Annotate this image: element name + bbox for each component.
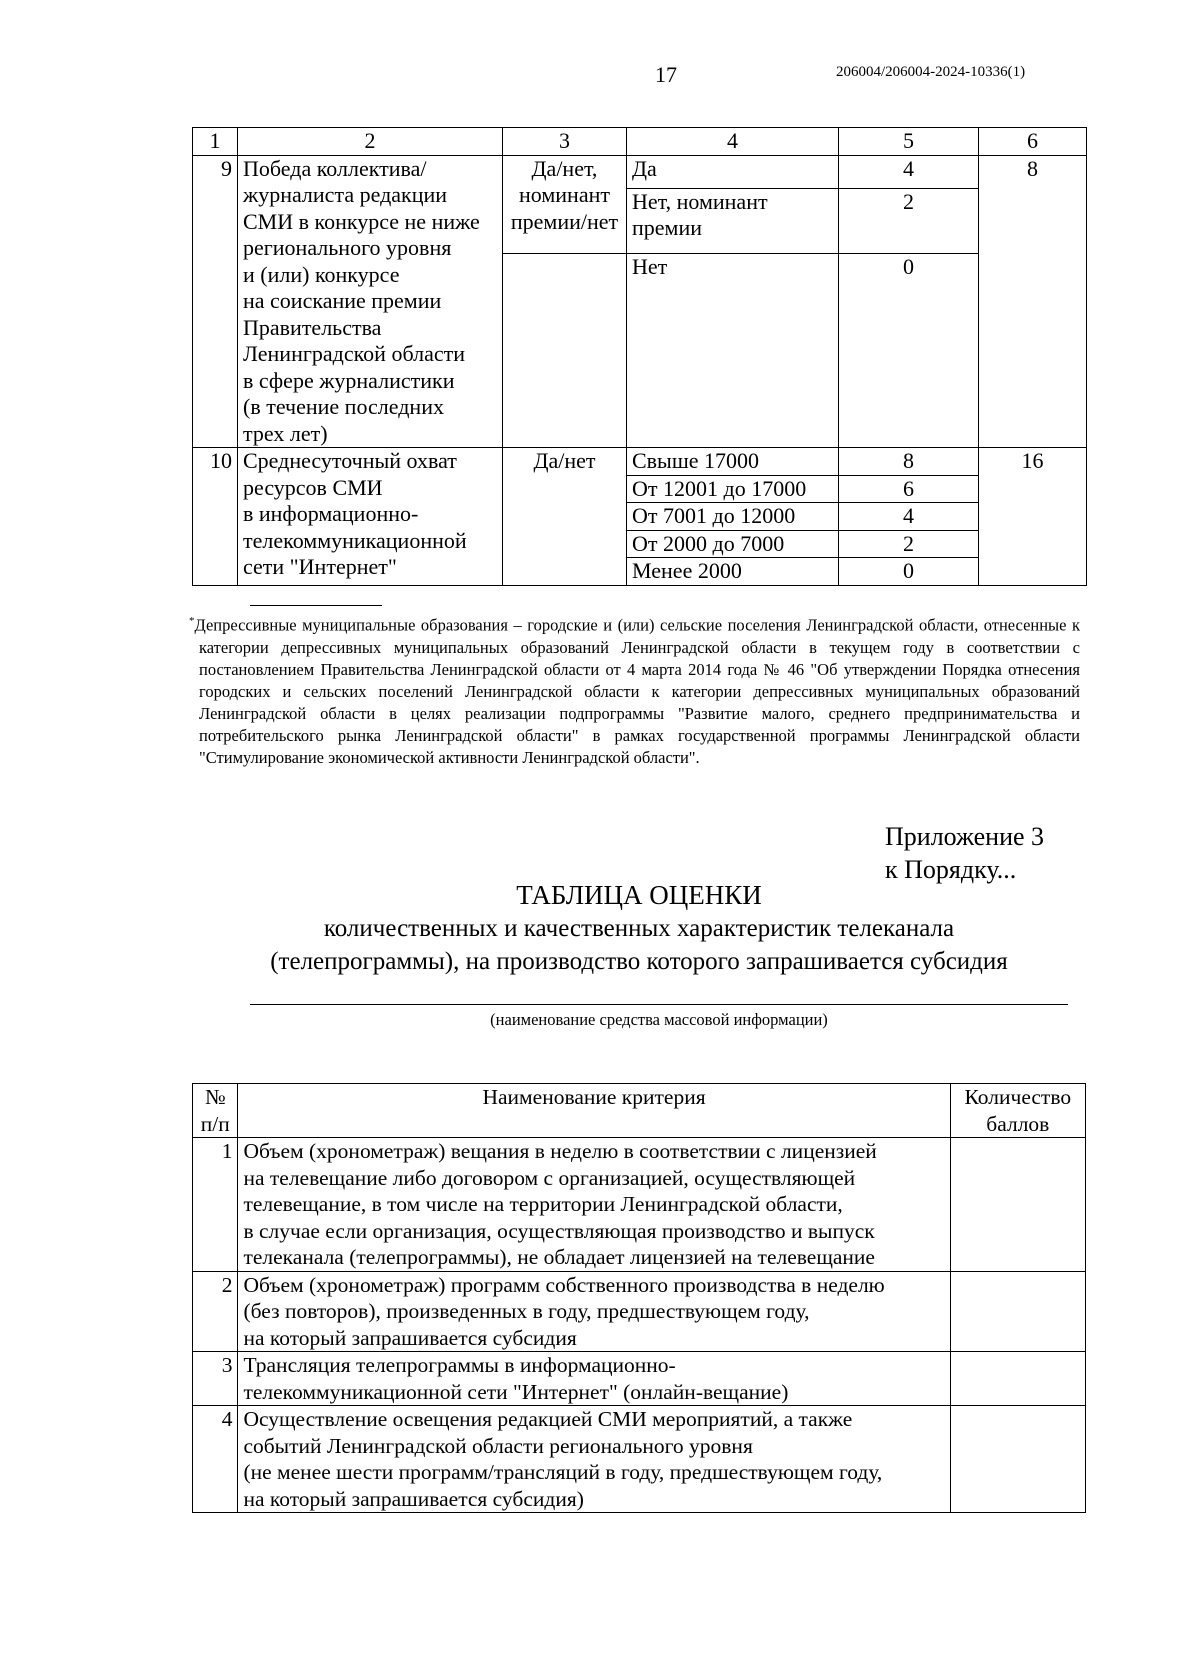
row-number: 4 bbox=[193, 1406, 238, 1513]
column-number: 3 bbox=[503, 128, 627, 156]
media-name-blank-line bbox=[250, 1004, 1068, 1005]
option-points: 6 bbox=[839, 475, 979, 503]
page-number: 17 bbox=[655, 62, 677, 87]
option-label: От 2000 до 7000 bbox=[627, 530, 839, 558]
option-label: Нет, номинант премии bbox=[627, 188, 839, 253]
table-row bbox=[193, 1138, 1086, 1272]
option-points: 4 bbox=[839, 503, 979, 531]
answer-type-continuation bbox=[503, 254, 627, 448]
footnote-divider bbox=[250, 605, 382, 606]
appendix-line: Приложение 3 bbox=[885, 822, 1045, 851]
option-points: 2 bbox=[839, 188, 979, 253]
subtitle-line: количественных и качественных характеристик телеканала bbox=[323, 915, 955, 942]
option-points: 4 bbox=[839, 155, 979, 188]
column-number: 5 bbox=[839, 128, 979, 156]
column-number: 6 bbox=[979, 128, 1087, 156]
points-cell bbox=[950, 1138, 1085, 1272]
points-cell bbox=[950, 1406, 1085, 1513]
appendix-line: к Порядку... bbox=[885, 855, 1017, 884]
column-number: 2 bbox=[238, 128, 503, 156]
footnote-text: Депрессивные муниципальные образования – городские и (или) сельские поселения Ленинградской области, отнесенные к категории депрессивных муниципальных образований Ленинградской области в текущем году в соответствии с постановлением Правительства Ленинградской области от 4 марта 2014 года № 46 "Об утверждении Порядка отнесения городских и сельских поселений Ленинградской области к категории депрессивных муниципальных образований Ленинградской области в целях реализации подпрограммы "Развитие малого, среднего предпринимательства и потребительского рынка Ленинградской области" в рамках государственной программы Ленинградской области "Стимулирование экономической активности Ленинградской области". bbox=[194, 615, 1080, 767]
answer-type: Да/нет bbox=[503, 448, 627, 586]
criterion-text: Трансляция телепрограммы в информационно- телекоммуникационной сети "Интернет" (онлайн-вещание) bbox=[238, 1352, 950, 1406]
option-label: От 12001 до 17000 bbox=[627, 475, 839, 503]
option-points: 8 bbox=[839, 448, 979, 476]
subtitle-line: (телепрограммы), на производство которого запрашивается субсидия bbox=[270, 948, 1008, 975]
criterion-text: Среднесуточный охват ресурсов СМИ в информационно- телекоммуникационной сети "Интернет" bbox=[238, 448, 503, 586]
criteria-table-continued bbox=[192, 127, 1087, 586]
table-row bbox=[193, 448, 1087, 476]
max-points: 16 bbox=[979, 448, 1087, 586]
criterion-text: Победа коллектива/ журналиста редакции СМИ в конкурсе не ниже регионального уровня и (или) конкурсе на соискание премии Правительства Ленинградской области в сфере журналистики (в течение последних трех лет) bbox=[238, 155, 503, 448]
header-criterion: Наименование критерия bbox=[238, 1084, 950, 1138]
document-id: 206004/206004-2024-10336(1) bbox=[836, 64, 1026, 80]
option-label: Да bbox=[627, 155, 839, 188]
criterion-text: Осуществление освещения редакцией СМИ мероприятий, а также событий Ленинградской области регионального уровня (не менее шести программ/трансляций в году, предшествующем году, на который запрашивается субсидия) bbox=[238, 1406, 950, 1513]
option-points: 0 bbox=[839, 254, 979, 448]
answer-type: Да/нет, номинант премии/нет bbox=[503, 155, 627, 254]
max-points: 8 bbox=[979, 155, 1087, 448]
row-number: 1 bbox=[193, 1138, 238, 1272]
evaluation-table bbox=[192, 1083, 1086, 1513]
row-number: 9 bbox=[193, 155, 238, 448]
option-label: Менее 2000 bbox=[627, 558, 839, 586]
option-label: Свыше 17000 bbox=[627, 448, 839, 476]
table-header-row bbox=[193, 1084, 1086, 1138]
appendix-reference bbox=[885, 820, 1044, 886]
media-name-caption: (наименование средства массовой информации) bbox=[490, 1010, 828, 1029]
option-points: 2 bbox=[839, 530, 979, 558]
row-number: 3 bbox=[193, 1352, 238, 1406]
table-row bbox=[193, 1271, 1086, 1352]
points-cell bbox=[950, 1271, 1085, 1352]
section-subtitle bbox=[192, 912, 1086, 978]
table-row bbox=[193, 1406, 1086, 1513]
header-number: № п/п bbox=[193, 1084, 238, 1138]
points-cell bbox=[950, 1352, 1085, 1406]
footnote-mark: * bbox=[189, 615, 195, 627]
footnote bbox=[189, 610, 1080, 769]
criterion-text: Объем (хронометраж) программ собственного производства в неделю (без повторов), произведенных в году, предшествующем году, на который запрашивается субсидия bbox=[238, 1271, 950, 1352]
column-number-row bbox=[193, 128, 1087, 156]
section-title: ТАБЛИЦА ОЦЕНКИ bbox=[516, 880, 762, 910]
column-number: 4 bbox=[627, 128, 839, 156]
table-row bbox=[193, 1352, 1086, 1406]
row-number: 2 bbox=[193, 1271, 238, 1352]
row-number: 10 bbox=[193, 448, 238, 586]
column-number: 1 bbox=[193, 128, 238, 156]
criterion-text: Объем (хронометраж) вещания в неделю в соответствии с лицензией на телевещание либо договором с организацией, осуществляющей телевещание, в том числе на территории Ленинградской области, в случае если организация, осуществляющая производство и выпуск телеканала (телепрограммы), не обладает лицензией на телевещание bbox=[238, 1138, 950, 1272]
option-points: 0 bbox=[839, 558, 979, 586]
table-row bbox=[193, 155, 1087, 188]
header-points: Количество баллов bbox=[950, 1084, 1085, 1138]
option-label: Нет bbox=[627, 254, 839, 448]
option-label: От 7001 до 12000 bbox=[627, 503, 839, 531]
